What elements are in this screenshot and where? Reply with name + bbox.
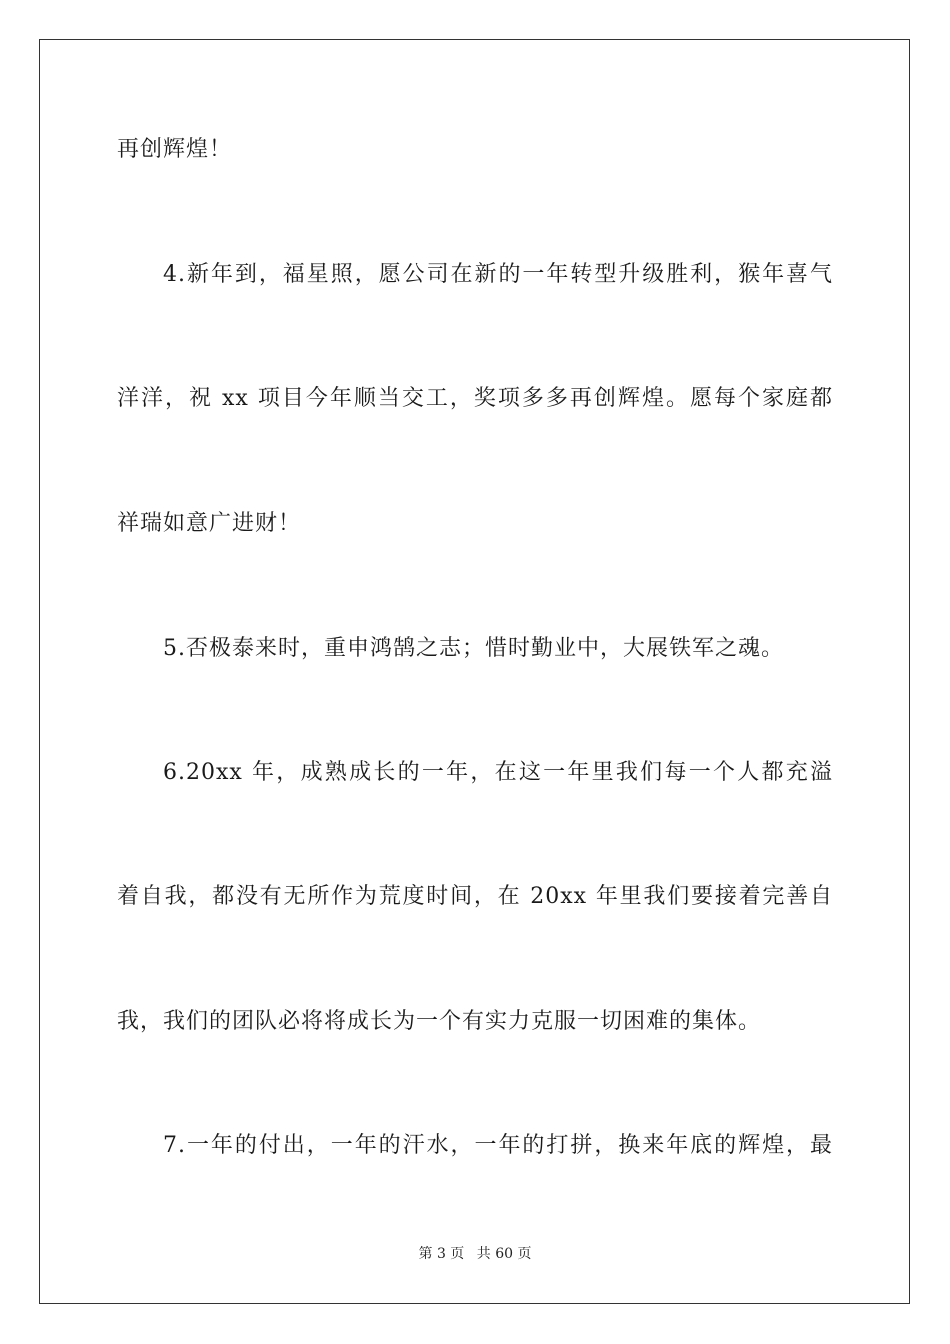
text-line-5: 5.否极泰来时，重申鸿鹄之志；惜时勤业中，大展铁军之魂。	[163, 636, 784, 661]
text-line-3: 洋洋，祝 xx 项目今年顺当交工，奖项多多再创辉煌。愿每个家庭都	[117, 386, 833, 411]
page-footer	[0, 1244, 950, 1264]
text-line-2: 4.新年到，福星照，愿公司在新的一年转型升级胜利，猴年喜气	[163, 262, 833, 287]
text-line-4: 祥瑞如意广进财！	[117, 511, 302, 536]
total-pages: 共 60 页	[476, 1246, 532, 1262]
text-line-9: 7.一年的付出，一年的汗水，一年的打拼，换来年底的辉煌，最	[163, 1133, 833, 1158]
page-border	[39, 39, 910, 1304]
text-line-1: 再创辉煌！	[117, 137, 233, 162]
text-line-7: 着自我，都没有无所作为荒度时间，在 20xx 年里我们要接着完善自	[117, 884, 833, 909]
text-line-8: 我，我们的团队必将将成长为一个有实力克服一切困难的集体。	[117, 1009, 762, 1034]
page-number: 第 3 页	[418, 1246, 465, 1262]
text-line-6: 6.20xx 年，成熟成长的一年，在这一年里我们每一个人都充溢	[163, 760, 833, 785]
